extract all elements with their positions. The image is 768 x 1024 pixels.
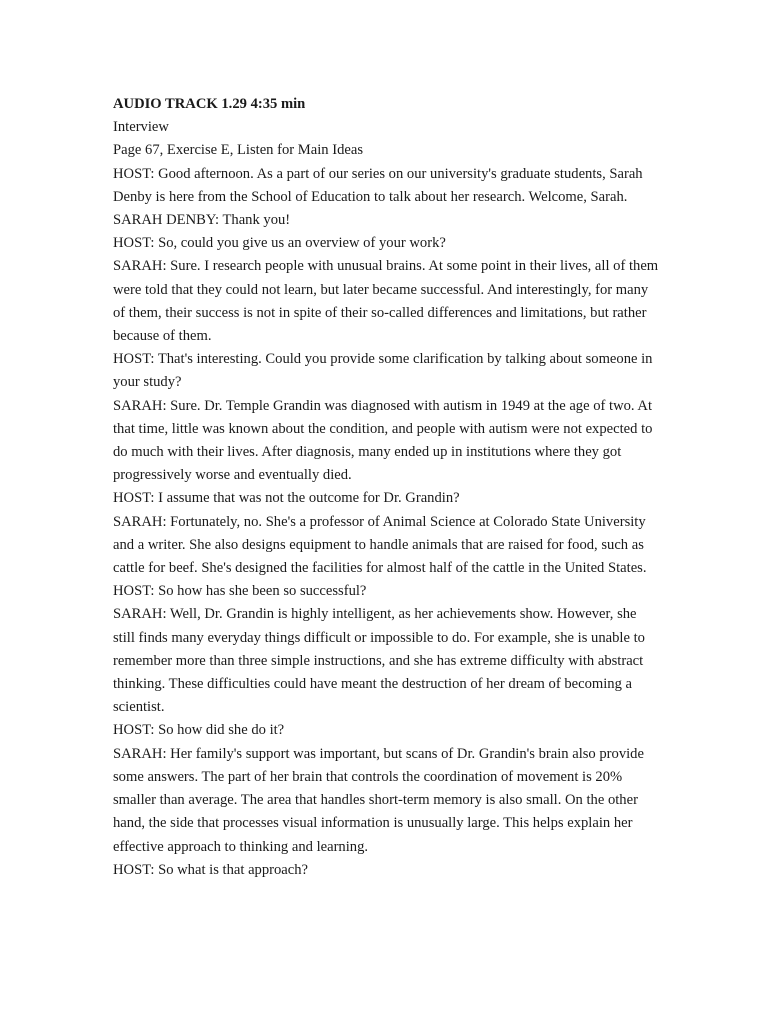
transcript-line: SARAH: Fortunately, no. She's a professor of Animal Science at Colorado State University and a writer. She also designs equipment to handle animals that are raised for food, such as cattle for beef. She's designed the facilities for almost half of the cattle in the United States. [113, 513, 647, 577]
exercise-reference: Page 67, Exercise E, Listen for Main Ideas [113, 142, 364, 159]
transcript-line: HOST: So how has she been so successful? [113, 583, 367, 600]
transcript-line: HOST: So, could you give us an overview of your work? [113, 235, 446, 252]
transcript-line: HOST: I assume that was not the outcome for Dr. Grandin? [113, 490, 460, 507]
transcript-line: SARAH: Sure. I research people with unusual brains. At some point in their lives, all of them were told that they could not learn, but later became successful. And interestingly, for many of them, their success is not in spite of their so-called differences and limitations, but rather because of them. [113, 258, 659, 345]
transcript-line: SARAH: Her family's support was important, but scans of Dr. Grandin's brain also provide some answers. The part of her brain that controls the coordination of movement is 20% smaller than average. The area that handles short-term memory is also small. On the other hand, the side that processes visual information is unusually large. This helps explain her effective approach to thinking and learning. [113, 745, 644, 855]
transcript-line: SARAH: Sure. Dr. Temple Grandin was diagnosed with autism in 1949 at the age of two. At that time, little was known about the condition, and people with autism were not expected to do much with their lives. After diagnosis, many ended up in institutions where they got progressively worse and eventually died. [113, 397, 653, 484]
transcript-line: HOST: So how did she do it? [113, 722, 285, 739]
transcript-line: HOST: That's interesting. Could you provide some clarification by talking about someone in your study? [113, 351, 653, 391]
transcript-line: SARAH: Well, Dr. Grandin is highly intelligent, as her achievements show. However, she still finds many everyday things difficult or impossible to do. For example, she is unable to remember more than three simple instructions, and she has extreme difficulty with abstract thinking. These difficulties could have meant the destruction of her dream of becoming a scientist. [113, 606, 645, 716]
transcript [113, 163, 661, 882]
transcript-line: HOST: Good afternoon. As a part of our series on our university's graduate students, Sarah Denby is here from the School of Education to talk about her research. Welcome, Sarah. [113, 165, 643, 205]
track-title: AUDIO TRACK 1.29 4:35 min [113, 96, 306, 112]
transcript-line: HOST: So what is that approach? [113, 861, 309, 878]
transcript-line: SARAH DENBY: Thank you! [113, 212, 291, 229]
document-page [113, 93, 661, 882]
document-subtitle: Interview [113, 119, 169, 136]
